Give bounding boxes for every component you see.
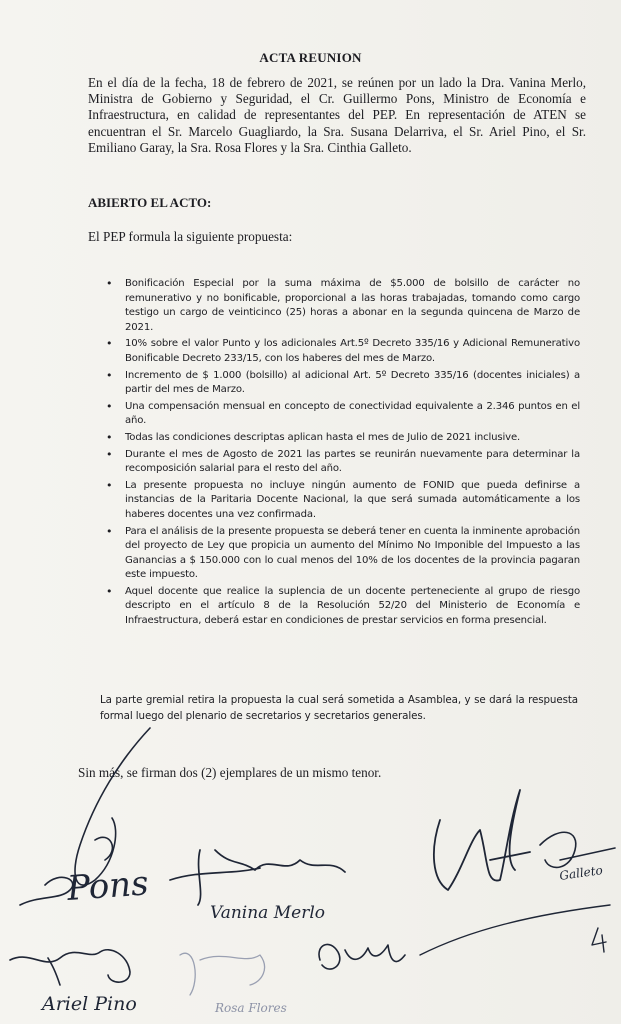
signature-flores-scribble bbox=[180, 953, 265, 995]
signature-flores: Rosa Flores bbox=[215, 1001, 287, 1015]
proposal-lead: El PEP formula la siguiente propuesta: bbox=[88, 229, 293, 244]
proposal-list bbox=[106, 277, 580, 631]
proposal-item: • Para el análisis de la presente propuesta se deberá tener en cuenta la inminente aprobación del proyecto de Ley que propicia un aumento del Mínimo No Imponible del Impuesto a las Ganancias a $ 150.000 con lo cual menos del 10% de los docentes de la provincia pagaran este impuesto. bbox=[106, 525, 580, 583]
proposal-item: • Durante el mes de Agosto de 2021 las partes se reunirán nuevamente para determinar la recomposición salarial para el resto del año. bbox=[106, 448, 580, 477]
proposal-item: • 10% sobre el valor Punto y los adicionales Art.5º Decreto 335/16 y Adicional Remunerativo Bonificable Decreto 233/15, con los haberes del mes de Marzo. bbox=[106, 337, 580, 366]
proposal-item: • La presente propuesta no incluye ningún aumento de FONID que pueda definirse a instancias de la Paritaria Docente Nacional, la que será sumada automáticamente a los haberes docentes una vez confirmada. bbox=[106, 479, 580, 523]
proposal-item: • Aquel docente que realice la suplencia de un docente perteneciente al grupo de riesgo descripto en el artículo 8 de la Resolución 52/20 del Ministerio de Economía e Infraestructura, deberá estar en condiciones de prestar servicios en forma presencial. bbox=[106, 585, 580, 629]
proposal-item: • Incremento de $ 1.000 (bolsillo) al adicional Art. 5º Decreto 335/16 (docentes iniciales) a partir del mes de Marzo. bbox=[106, 369, 580, 398]
signature-galleto-scribble bbox=[540, 832, 615, 867]
signature-mark-4 bbox=[592, 928, 606, 952]
proposal-item: • Bonificación Especial por la suma máxima de $5.000 de bolsillo de carácter no remunerativo y no bonificable, proporcional a las horas trabajadas, tomando como cargo testigo un cargo de veinticinco (25) horas a abonar en la segunda quincena de Marzo de 2021. bbox=[106, 277, 580, 335]
signature-merlo: Vanina Merlo bbox=[210, 903, 325, 923]
signature-pino: Ariel Pino bbox=[42, 993, 137, 1015]
signature-galleto: Galleto bbox=[558, 863, 604, 883]
proposal-item: • Todas las condiciones descriptas aplican hasta el mes de Julio de 2021 inclusive. bbox=[106, 431, 580, 446]
signature-pons-scribble bbox=[20, 837, 112, 905]
closing-paragraph: La parte gremial retira la propuesta la cual será sometida a Asamblea, y se dará la respuesta formal luego del plenario de secretarios y secretarios generales. bbox=[100, 694, 578, 722]
sign-off-line: Sin más, se firman dos (2) ejemplares de un mismo tenor. bbox=[78, 765, 382, 780]
signature-sweep-stroke bbox=[75, 728, 150, 885]
signature-garay-scribble bbox=[319, 944, 405, 969]
signature-pons: Pons bbox=[65, 863, 150, 909]
proposal-item: • Una compensación mensual en concepto de conectividad equivalente a 2.346 puntos en el año. bbox=[106, 400, 580, 429]
signature-merlo-scribble bbox=[170, 850, 345, 905]
document-title: ACTA REUNION bbox=[259, 50, 362, 65]
signature-right-main bbox=[434, 790, 530, 890]
signature-pino-scribble bbox=[10, 950, 130, 985]
signature-right-underline bbox=[420, 905, 610, 955]
section-heading: ABIERTO EL ACTO: bbox=[88, 195, 212, 210]
intro-paragraph: En el día de la fecha, 18 de febrero de 2021, se reúnen por un lado la Dra. Vanina Merlo, Ministra de Gobierno y Seguridad, el Cr. Guillermo Pons, Ministro de Economía e Infraestructura, en calidad de representantes del PEP. En representación de ATEN se encuentran el Sr. Marcelo Guagliardo, la Sra. Susana Delarriva, el Sr. Ariel Pino, el Sr. Emiliano Garay, la Sra. Rosa Flores y la Sra. Cinthia Galleto. bbox=[88, 75, 586, 155]
